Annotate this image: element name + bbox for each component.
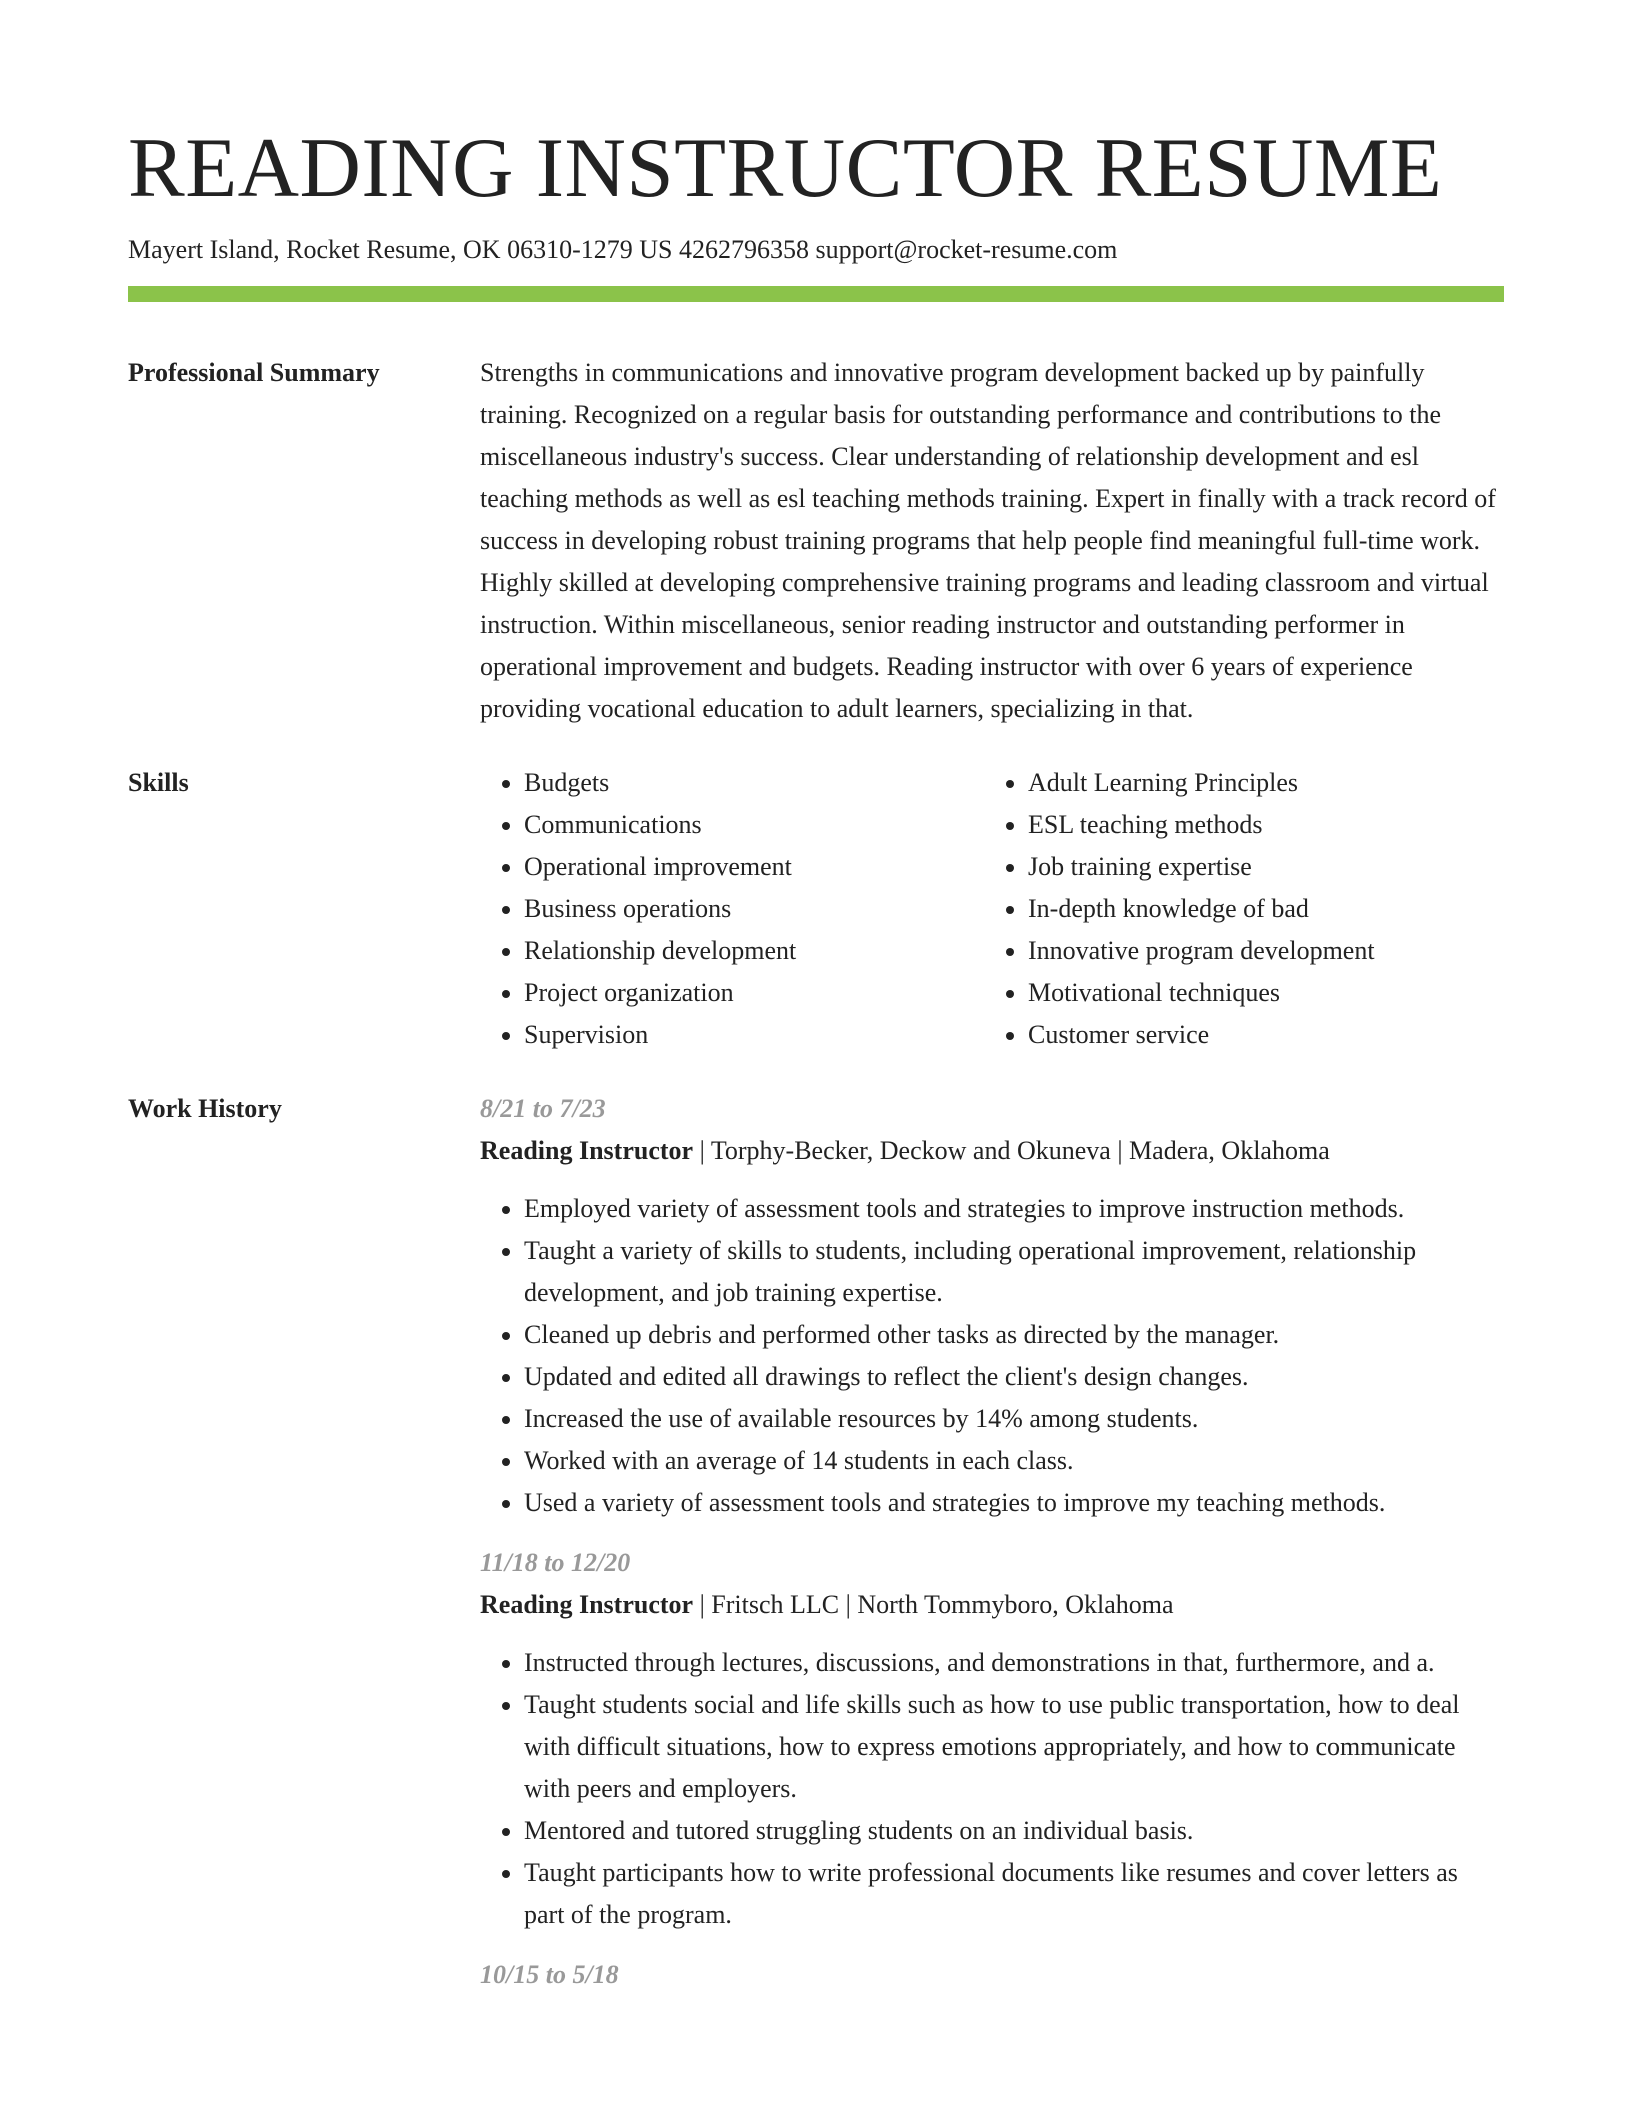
skill-item: • ESL teaching methods — [1028, 804, 1488, 846]
job-entry — [480, 1088, 1504, 1524]
job-bullet: • Mentored and tutored struggling students on an individual basis. — [524, 1810, 1504, 1852]
job-bullet: • Updated and edited all drawings to reflect the client's design changes. — [524, 1356, 1504, 1398]
skill-item: • Motivational techniques — [1028, 972, 1488, 1014]
job-bullet: • Worked with an average of 14 students in each class. — [524, 1440, 1504, 1482]
skills-columns — [480, 762, 1504, 1056]
skill-item: • Job training expertise — [1028, 846, 1488, 888]
job-bullet-list — [480, 1642, 1504, 1936]
work-history-section — [128, 1088, 1504, 2014]
skill-item: • Communications — [524, 804, 984, 846]
accent-rule — [128, 286, 1504, 302]
job-separator: | — [1110, 1136, 1130, 1165]
skill-item: • Relationship development — [524, 930, 984, 972]
skill-item: • Customer service — [1028, 1014, 1488, 1056]
job-company: Fritsch LLC — [711, 1590, 840, 1619]
skills-list-left — [480, 762, 984, 1056]
skill-item: • Project organization — [524, 972, 984, 1014]
resume-page — [128, 118, 1504, 2014]
skill-item: • Supervision — [524, 1014, 984, 1056]
job-separator: | — [839, 1590, 858, 1619]
resume-title: READING INSTRUCTOR RESUME — [128, 121, 1443, 215]
summary-text: Strengths in communications and innovative program development backed up by painfully training. Recognized on a regular basis for outstanding performance and contributions to the miscellaneous industry's success. Clear understanding of relationship development and esl teaching methods as well as esl teaching methods training. Expert in finally with a track record of success in developing robust training programs that help people find meaningful full-time work. Highly skilled at developing comprehensive training programs and leading classroom and virtual instruction. Within miscellaneous, senior reading instructor and outstanding performer in operational improvement and budgets. Reading instructor with over 6 years of experience providing vocational education to adult learners, specializing in that. — [480, 358, 1496, 723]
skill-item: • Business operations — [524, 888, 984, 930]
job-bullet: • Instructed through lectures, discussions, and demonstrations in that, furthermore, and a. — [524, 1642, 1504, 1684]
job-bullet: • Increased the use of available resources by 14% among students. — [524, 1398, 1504, 1440]
job-heading — [480, 1584, 1504, 1626]
summary-label: Professional Summary — [128, 358, 380, 387]
skills-label: Skills — [128, 768, 189, 797]
skills-section — [128, 762, 1504, 1056]
job-bullet: • Employed variety of assessment tools and strategies to improve instruction methods. — [524, 1188, 1504, 1230]
job-entry — [480, 1542, 1504, 1936]
job-separator: | — [693, 1136, 711, 1165]
skill-item: • Adult Learning Principles — [1028, 762, 1488, 804]
job-bullet: • Taught participants how to write professional documents like resumes and cover letters as part of the program. — [524, 1852, 1504, 1936]
job-company: Torphy-Becker, Deckow and Okuneva — [710, 1136, 1111, 1165]
job-separator: | — [693, 1590, 712, 1619]
job-bullet-list — [480, 1188, 1504, 1524]
skill-item: • In-depth knowledge of bad — [1028, 888, 1488, 930]
job-dates: 8/21 to 7/23 — [480, 1094, 606, 1123]
job-bullet: • Taught students social and life skills such as how to use public transportation, how to deal with difficult situations, how to express emotions appropriately, and how to communicate with peers and employers. — [524, 1684, 1504, 1810]
summary-section — [128, 352, 1504, 730]
contact-line: Mayert Island, Rocket Resume, OK 06310-1279 US 4262796358 support@rocket-resume.com — [128, 235, 1118, 264]
skills-list-right — [984, 762, 1488, 1056]
job-entry — [480, 1954, 1504, 1996]
job-bullet: • Taught a variety of skills to students, including operational improvement, relationship development, and job training expertise. — [524, 1230, 1504, 1314]
skill-item: • Innovative program development — [1028, 930, 1488, 972]
job-location: North Tommyboro, Oklahoma — [857, 1590, 1174, 1619]
job-title: Reading Instructor — [480, 1590, 694, 1619]
job-heading — [480, 1130, 1504, 1172]
job-dates: 11/18 to 12/20 — [480, 1548, 631, 1577]
skill-item: • Budgets — [524, 762, 984, 804]
job-location: Madera, Oklahoma — [1129, 1136, 1330, 1165]
job-list — [480, 1088, 1504, 2014]
job-bullet: • Used a variety of assessment tools and strategies to improve my teaching methods. — [524, 1482, 1504, 1524]
job-bullet: • Cleaned up debris and performed other tasks as directed by the manager. — [524, 1314, 1504, 1356]
skill-item: • Operational improvement — [524, 846, 984, 888]
job-title: Reading Instructor — [480, 1136, 694, 1165]
job-dates: 10/15 to 5/18 — [480, 1960, 619, 1989]
work-history-label: Work History — [128, 1094, 282, 1123]
